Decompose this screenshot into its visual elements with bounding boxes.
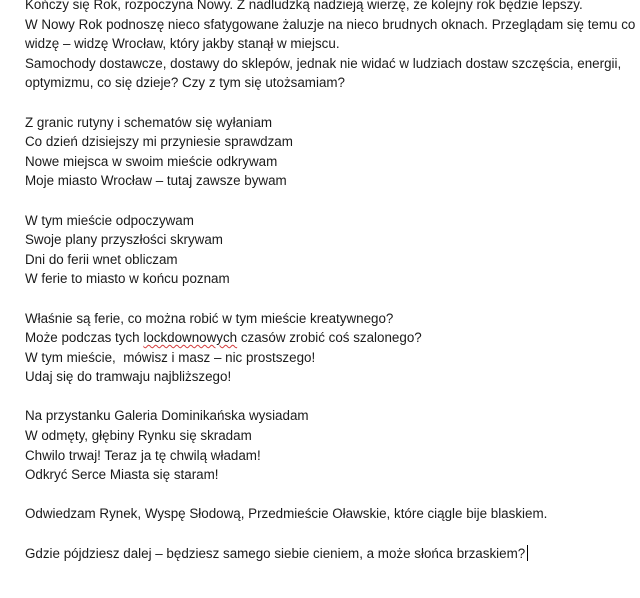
- verse-text[interactable]: Może podczas tych: [25, 330, 144, 346]
- verse-line[interactable]: Moje miasto Wrocław – tutaj zawsze bywam: [25, 173, 287, 189]
- verse-line[interactable]: Swoje plany przyszłości skrywam: [25, 232, 223, 248]
- verse-text[interactable]: czasów zrobić coś szalonego?: [237, 330, 422, 346]
- final-sentence[interactable]: Gdzie pójdziesz dalej – będziesz samego siebie cieniem, a może słońca brzaskiem?: [25, 545, 526, 561]
- verse-line[interactable]: Udaj się do tramwaju najbliższego!: [25, 369, 232, 385]
- text-cursor: [527, 545, 528, 561]
- verse-line[interactable]: W ferie to miasto w końcu poznam: [25, 271, 230, 287]
- spellcheck-flagged-word[interactable]: lockdownowych: [143, 330, 238, 346]
- verse-line[interactable]: W tym mieście, mówisz i masz – nic prostszego!: [25, 349, 316, 365]
- verse-line[interactable]: Na przystanku Galeria Dominikańska wysiadam: [25, 408, 309, 424]
- document-text[interactable]: [25, 0, 635, 583]
- stanza-1[interactable]: [25, 113, 635, 191]
- stanza-3[interactable]: [25, 309, 635, 387]
- verse-line[interactable]: W tym mieście odpoczywam: [25, 212, 194, 228]
- text-line[interactable]: W Nowy Rok podnoszę nieco sfatygowane żaluzje na nieco brudnych oknach. Przeglądam się temu co: [25, 16, 636, 32]
- text-line[interactable]: [25, 544, 635, 564]
- text-line[interactable]: optymizmu, co się dzieje? Czy z tym się utożsamiam?: [25, 75, 345, 91]
- verse-line[interactable]: Z granic rutyny i schematów się wyłaniam: [25, 114, 273, 130]
- verse-line[interactable]: W odmęty, głębiny Rynku się skradam: [25, 428, 252, 444]
- stanza-4[interactable]: [25, 406, 635, 484]
- text-line[interactable]: widzę – widzę Wrocław, który jakby stanął w miejscu.: [25, 36, 340, 52]
- verse-line[interactable]: [25, 328, 635, 348]
- intro-paragraph[interactable]: [25, 0, 635, 93]
- verse-line[interactable]: Chwilo trwaj! Teraz ja tę chwilą władam!: [25, 447, 261, 463]
- verse-line[interactable]: Co dzień dzisiejszy mi przyniesie sprawdzam: [25, 134, 293, 150]
- stanza-2[interactable]: [25, 211, 635, 289]
- verse-line[interactable]: Odkryć Serce Miasta się staram!: [25, 467, 219, 483]
- text-line[interactable]: Kończy się Rok, rozpoczyna Nowy. Z nadludzką nadzieją wierzę, że kolejny rok będzie lepszy.: [25, 0, 583, 12]
- closing-paragraph-2[interactable]: [25, 544, 635, 564]
- verse-line[interactable]: Nowe miejsca w swoim mieście odkrywam: [25, 153, 278, 169]
- verse-line[interactable]: Dni do ferii wnet obliczam: [25, 251, 178, 267]
- text-line[interactable]: Odwiedzam Rynek, Wyspę Słodową, Przedmieście Oławskie, które ciągle bije blaskiem.: [25, 506, 548, 522]
- text-line[interactable]: Samochody dostawcze, dostawy do sklepów, jednak nie widać w ludziach dostaw szczęścia, energii,: [25, 55, 622, 71]
- closing-paragraph-1[interactable]: [25, 504, 635, 524]
- verse-line[interactable]: Właśnie są ferie, co można robić w tym mieście kreatywnego?: [25, 310, 394, 326]
